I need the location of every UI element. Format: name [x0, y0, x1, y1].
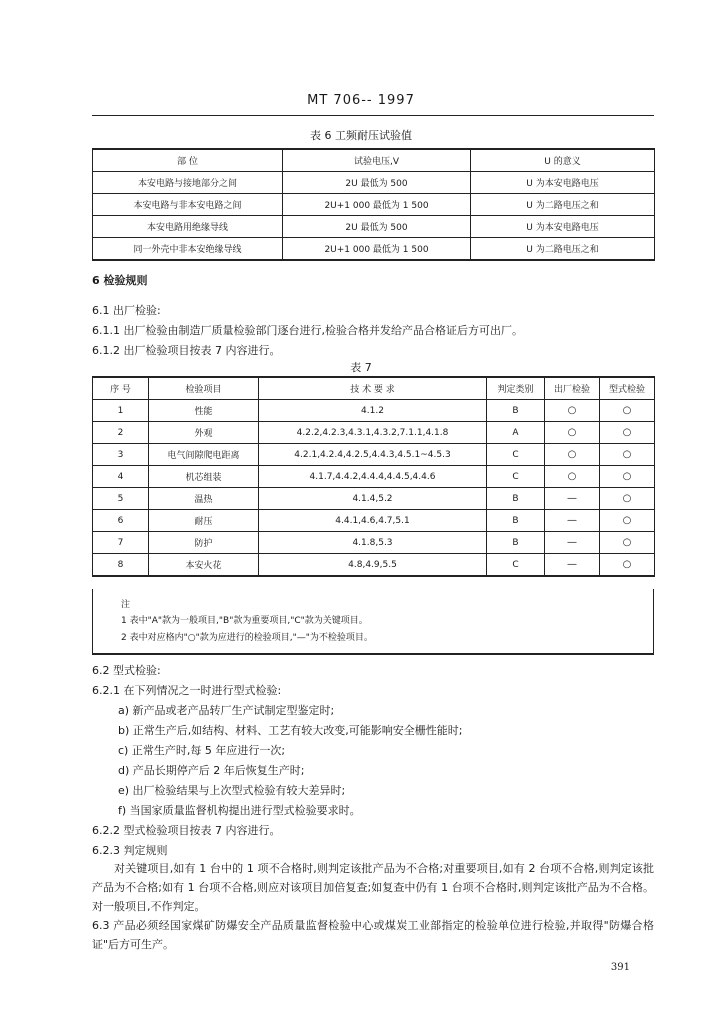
table-row [93, 554, 655, 577]
table-cell: 性能 [149, 400, 259, 422]
table6-header-row [93, 149, 655, 172]
table-cell: 4.1.4,5.2 [259, 488, 487, 510]
table6 [92, 148, 655, 261]
table-cell: ○ [545, 466, 600, 488]
table-row [93, 488, 655, 510]
table-row [93, 532, 655, 554]
table-cell: U 为本安电路电压 [471, 172, 655, 194]
table7-header-cell: 检验项目 [149, 377, 259, 400]
table7-note-2: 2 表中对应格内"○"款为应进行的检验项目,"—"为不检验项目。 [121, 633, 373, 643]
table-cell: 4 [93, 466, 149, 488]
table-cell: 外观 [149, 422, 259, 444]
table-cell: 2U+1 000 最低为 1 500 [283, 238, 471, 261]
table-cell: — [545, 488, 600, 510]
table-cell: 2U 最低为 500 [283, 216, 471, 238]
table6-header-cell: 部 位 [93, 149, 283, 172]
table-cell: 8 [93, 554, 149, 577]
table-cell: 防护 [149, 532, 259, 554]
judgment-rule-paragraph: 对关键项目,如有 1 台中的 1 项不合格时,则判定该批产品为不合格;对重要项目,如有 2 台项不合格,则判定该批产品为不合格;如有 1 台项不合格,则应对该项目加倍复查;如复查中仍有 1 台项不合格时,则判定该批产品为不合格。对一般项目,不作判定。 [92, 862, 654, 913]
table-row [93, 216, 655, 238]
section6-title: 6 检验规则 [92, 274, 148, 287]
table7-header-cell: 序 号 [93, 377, 149, 400]
table-cell: 温热 [149, 488, 259, 510]
table-row [93, 194, 655, 216]
section-6-2-3: 6.2.3 判定规则 [92, 844, 168, 857]
table-cell: C [487, 444, 545, 466]
table-cell: 4.4.1,4.6,4.7,5.1 [259, 510, 487, 532]
document-header: MT 706-- 1997 [307, 93, 415, 108]
table-cell: U 为本安电路电压 [471, 216, 655, 238]
table6-header-cell: 试验电压,V [283, 149, 471, 172]
table-cell: — [545, 532, 600, 554]
table-cell: 4.1.7,4.4.2,4.4.4,4.4.5,4.4.6 [259, 466, 487, 488]
section-6-1: 6.1 出厂检验: [92, 304, 161, 317]
table-cell: ○ [600, 466, 655, 488]
table-cell: C [487, 466, 545, 488]
list-item: d) 产品长期停产后 2 年后恢复生产时; [118, 764, 305, 777]
table-cell: 本安电路与接地部分之间 [93, 172, 283, 194]
table-cell: 1 [93, 400, 149, 422]
section-6-2-2: 6.2.2 型式检验项目按表 7 内容进行。 [92, 824, 281, 837]
table7-notes [92, 589, 654, 655]
table-row [93, 466, 655, 488]
table-row [93, 422, 655, 444]
table7-header-cell: 判定类别 [487, 377, 545, 400]
section-6-1-1: 6.1.1 出厂检验由制造厂质量检验部门逐台进行,检验合格并发给产品合格证后方可出厂。 [92, 324, 523, 337]
table-cell: 2U 最低为 500 [283, 172, 471, 194]
section-6-2-1: 6.2.1 在下列情况之一时进行型式检验: [92, 684, 282, 697]
table-cell: B [487, 532, 545, 554]
section-6-1-2: 6.1.2 出厂检验项目按表 7 内容进行。 [92, 344, 281, 357]
table-cell: ○ [545, 400, 600, 422]
table-cell: ○ [600, 444, 655, 466]
table-cell: 本安电路用绝缘导线 [93, 216, 283, 238]
table-cell: — [545, 554, 600, 577]
list-item: a) 新产品或老产品转厂生产试制定型鉴定时; [118, 704, 335, 717]
table-row [93, 238, 655, 261]
table-cell: — [545, 510, 600, 532]
table7-header-cell: 技 术 要 求 [259, 377, 487, 400]
table-cell: ○ [600, 510, 655, 532]
table-cell: 本安电路与非本安电路之间 [93, 194, 283, 216]
page-number: 391 [610, 962, 630, 973]
table-cell: ○ [600, 488, 655, 510]
list-item: f) 当国家质量监督机构提出进行型式检验要求时。 [118, 804, 361, 817]
table-cell: 机芯组装 [149, 466, 259, 488]
table6-header-cell: U 的意义 [471, 149, 655, 172]
list-item: c) 正常生产时,每 5 年应进行一次; [118, 744, 286, 757]
table-cell: 7 [93, 532, 149, 554]
table-cell: C [487, 554, 545, 577]
table-cell: A [487, 422, 545, 444]
table-row [93, 400, 655, 422]
table-cell: 6 [93, 510, 149, 532]
header-rule [92, 115, 654, 116]
table-cell: ○ [600, 532, 655, 554]
table-cell: 4.2.2,4.2.3,4.3.1,4.3.2,7.1.1,4.1.8 [259, 422, 487, 444]
table-cell: 2U+1 000 最低为 1 500 [283, 194, 471, 216]
table-cell: 4.1.2 [259, 400, 487, 422]
table-row [93, 172, 655, 194]
table-cell: ○ [545, 444, 600, 466]
table-cell: B [487, 488, 545, 510]
table7-note-title: 注 [121, 600, 131, 610]
table-row [93, 510, 655, 532]
table-cell: ○ [545, 422, 600, 444]
table-cell: ○ [600, 554, 655, 577]
table-cell: 4.2.1,4.2.4,4.2.5,4.4.3,4.5.1~4.5.3 [259, 444, 487, 466]
table-cell: 2 [93, 422, 149, 444]
table-cell: 3 [93, 444, 149, 466]
table7-header-row [93, 377, 655, 400]
table7-caption: 表 7 [350, 361, 372, 374]
table7-note-1: 1 表中"A"款为一般项目,"B"款为重要项目,"C"款为关键项目。 [121, 616, 368, 626]
table-cell: U 为二路电压之和 [471, 194, 655, 216]
table7-header-cell: 出厂检验 [545, 377, 600, 400]
table-row [93, 444, 655, 466]
table-cell: B [487, 400, 545, 422]
table7-header-cell: 型式检验 [600, 377, 655, 400]
section-6-3-paragraph: 6.3 产品必须经国家煤矿防爆安全产品质量监督检验中心或煤炭工业部指定的检验单位进行检验,并取得"防爆合格证"后方可生产。 [92, 919, 654, 951]
table7 [92, 376, 655, 577]
list-item: e) 出厂检验结果与上次型式检验有较大差异时; [118, 784, 346, 797]
table-cell: ○ [600, 422, 655, 444]
table6-caption: 表 6 工频耐压试验值 [310, 129, 412, 142]
table-cell: 4.1.8,5.3 [259, 532, 487, 554]
table-cell: 5 [93, 488, 149, 510]
table-cell: 4.8,4.9,5.5 [259, 554, 487, 577]
list-item: b) 正常生产后,如结构、材料、工艺有较大改变,可能影响安全栅性能时; [118, 724, 463, 737]
table-cell: 电气间隙爬电距离 [149, 444, 259, 466]
table-cell: U 为二路电压之和 [471, 238, 655, 261]
table-cell: 本安火花 [149, 554, 259, 577]
table-cell: ○ [600, 400, 655, 422]
table-cell: 耐压 [149, 510, 259, 532]
table-cell: B [487, 510, 545, 532]
table-cell: 同一外壳中非本安绝缘导线 [93, 238, 283, 261]
section-6-2: 6.2 型式检验: [92, 664, 161, 677]
